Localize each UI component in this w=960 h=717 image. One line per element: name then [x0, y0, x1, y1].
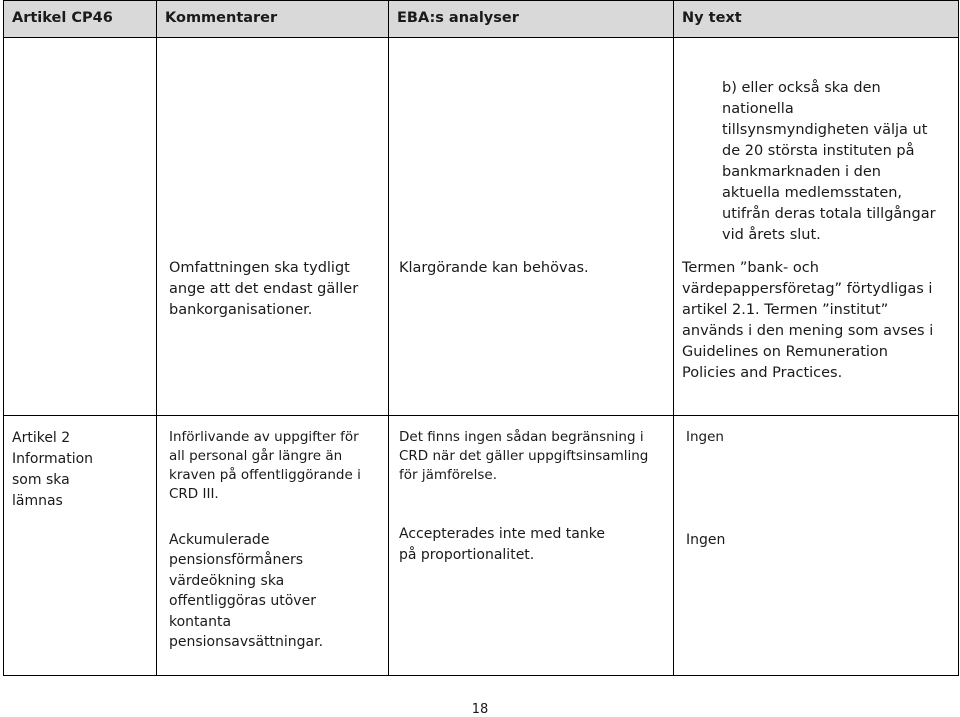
article-cell — [4, 248, 157, 416]
table-row — [4, 514, 959, 676]
header-article: Artikel CP46 — [4, 1, 157, 38]
table-row — [4, 38, 959, 248]
article-cell — [4, 514, 157, 676]
page-number: 18 — [471, 702, 489, 717]
comment-cell: Införlivande av uppgifter för all personal går längre än kraven på offentliggörande i CRD III. — [157, 416, 389, 514]
header-eba-analysis: EBA:s analyser — [389, 1, 674, 38]
analysis-cell: Det finns ingen sådan begränsning i CRD när det gäller uppgiftsinsamling för jämförelse. — [389, 416, 674, 514]
header-new-text: Ny text — [674, 1, 959, 38]
analysis-cell: Klargörande kan behövas. — [389, 248, 674, 416]
newtext-cell: b) eller också ska den nationella tillsynsmyndigheten välja ut de 20 största instituten på bankmarknaden i den aktuella medlemsstaten, utifrån deras totala tillgångar vid årets slut. — [674, 38, 959, 248]
table-row — [4, 248, 959, 416]
comment-cell: Ackumulerade pensionsförmåners värdeökning ska offentliggöras utöver kontanta pensionsavsättningar. — [157, 514, 389, 676]
newtext-cell: Ingen — [674, 514, 959, 676]
newtext-cell: Ingen — [674, 416, 959, 514]
comments-table — [3, 0, 959, 676]
analysis-cell: Accepterades inte med tanke på proportionalitet. — [389, 514, 674, 676]
analysis-cell — [389, 38, 674, 248]
header-comments: Kommentarer — [157, 1, 389, 38]
table-row — [4, 416, 959, 514]
comment-cell: Omfattningen ska tydligt ange att det endast gäller bankorganisationer. — [157, 248, 389, 416]
table-header-row — [4, 1, 959, 38]
article-cell — [4, 38, 157, 248]
article-cell: Artikel 2 Information som ska lämnas — [4, 416, 157, 514]
comment-cell — [157, 38, 389, 248]
newtext-cell: Termen ”bank- och värdepappersföretag” förtydligas i artikel 2.1. Termen ”institut” används i den mening som avses i Guidelines on Remuneration Policies and Practices. — [674, 248, 959, 416]
